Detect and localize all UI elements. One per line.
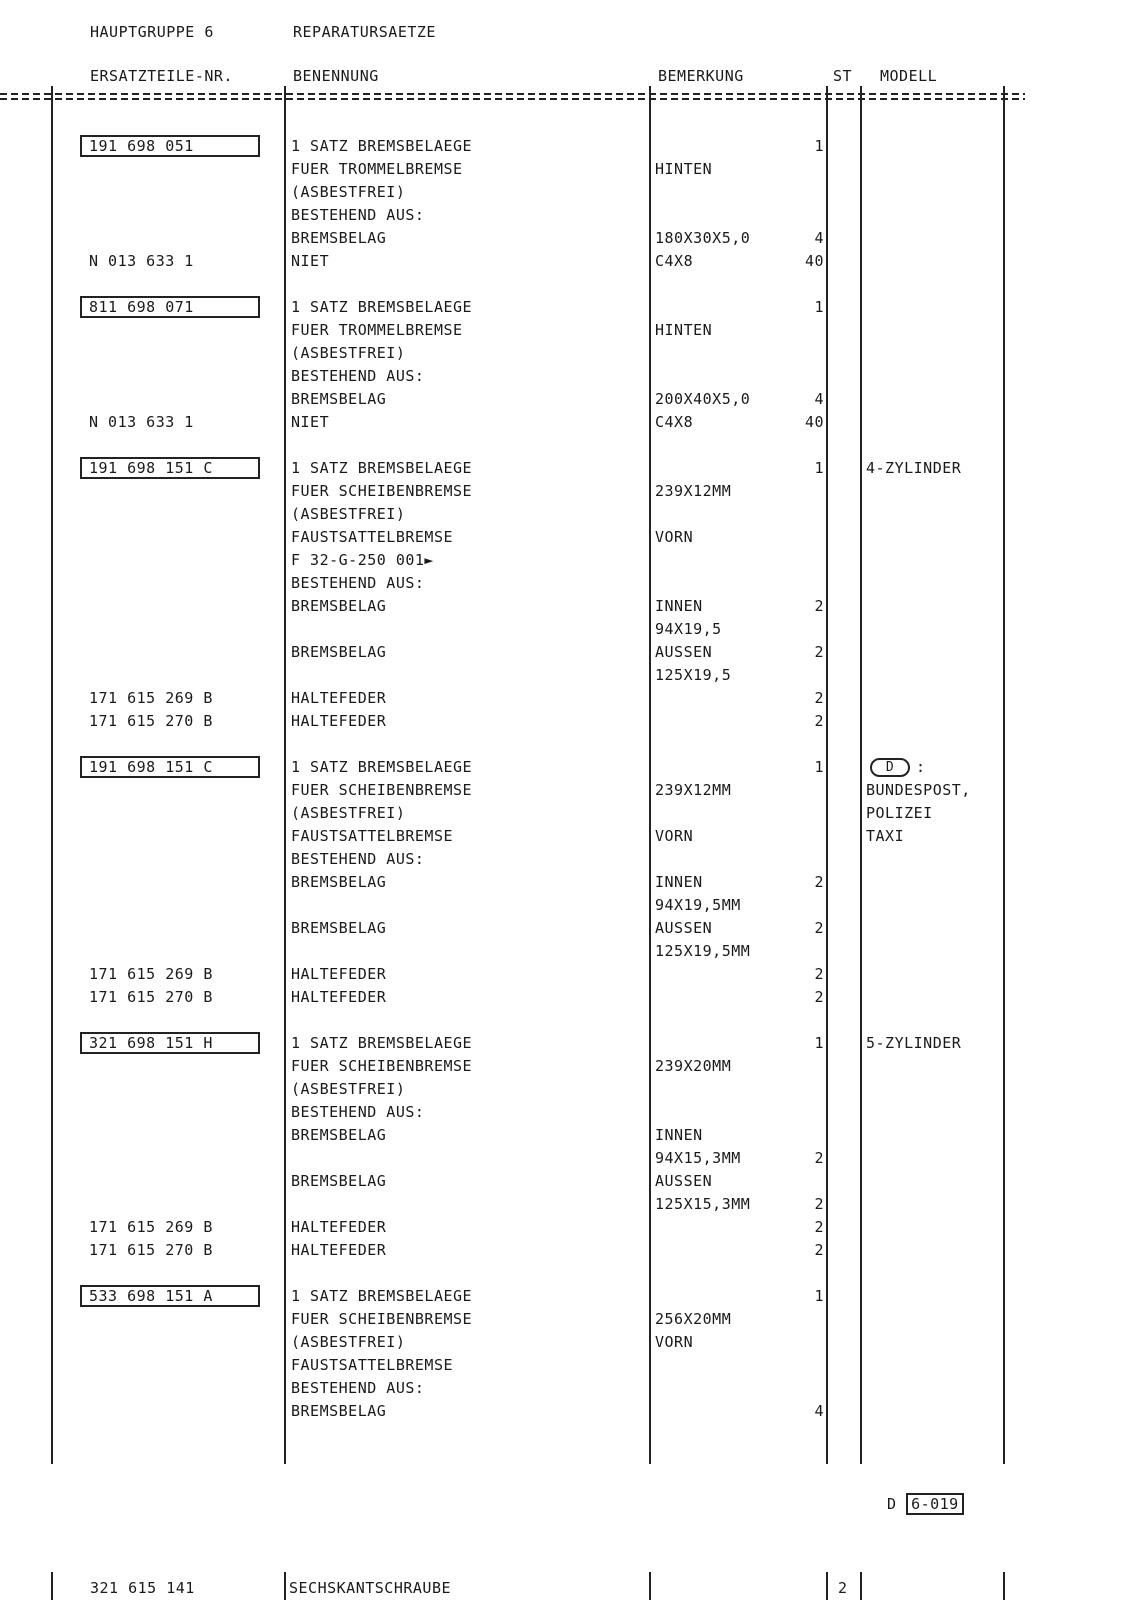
part-name: FUER SCHEIBENBREMSE xyxy=(291,482,473,500)
part-name: NIET xyxy=(291,252,330,270)
part-remark: AUSSEN xyxy=(655,919,713,937)
footer-prefix: D xyxy=(887,1495,897,1513)
part-name: BREMSBELAG xyxy=(291,1402,387,1420)
part-qty: 40 xyxy=(804,413,824,431)
col-line-remark xyxy=(649,86,651,1464)
part-remark: AUSSEN xyxy=(655,1172,713,1190)
part-model: TAXI xyxy=(866,827,905,845)
page-ref-badge: 6-019 xyxy=(906,1493,964,1515)
part-number: 191 698 051 xyxy=(89,137,194,155)
col-header-model: MODELL xyxy=(880,67,938,85)
part-remark: C4X8 xyxy=(655,413,694,431)
part-name: F 32-G-250 001► xyxy=(291,551,434,569)
part-name: HALTEFEDER xyxy=(291,988,387,1006)
part-qty: 2 xyxy=(814,643,824,661)
part-name: FAUSTSATTELBREMSE xyxy=(291,1356,454,1374)
part-number: 811 698 071 xyxy=(89,298,194,316)
part-remark: 125X19,5 xyxy=(655,666,732,684)
part-number: 321 698 151 H xyxy=(89,1034,213,1052)
next-col-line-left xyxy=(51,1572,53,1600)
col-header-name: BENENNUNG xyxy=(293,67,379,85)
part-name: BREMSBELAG xyxy=(291,390,387,408)
next-part-name: SECHSKANTSCHRAUBE xyxy=(289,1579,452,1597)
part-name: FAUSTSATTELBREMSE xyxy=(291,827,454,845)
part-name: FAUSTSATTELBREMSE xyxy=(291,528,454,546)
part-remark: 239X12MM xyxy=(655,482,732,500)
part-model: POLIZEI xyxy=(866,804,933,822)
part-name: BREMSBELAG xyxy=(291,1172,387,1190)
part-name: (ASBESTFREI) xyxy=(291,1333,406,1351)
part-name: FUER TROMMELBREMSE xyxy=(291,160,463,178)
part-name: HALTEFEDER xyxy=(291,689,387,707)
part-remark: INNEN xyxy=(655,1126,703,1144)
next-col-line-name xyxy=(284,1572,286,1600)
part-qty: 2 xyxy=(814,1218,824,1236)
col-line-left xyxy=(51,86,53,1464)
part-remark: INNEN xyxy=(655,597,703,615)
part-name: 1 SATZ BREMSBELAEGE xyxy=(291,1034,473,1052)
part-remark: 180X30X5,0 xyxy=(655,229,751,247)
part-remark: 256X20MM xyxy=(655,1310,732,1328)
part-name: BESTEHEND AUS: xyxy=(291,367,425,385)
part-number: 171 615 269 B xyxy=(89,1218,213,1236)
part-name: 1 SATZ BREMSBELAEGE xyxy=(291,1287,473,1305)
part-name: BESTEHEND AUS: xyxy=(291,206,425,224)
part-name: FUER TROMMELBREMSE xyxy=(291,321,463,339)
part-qty: 2 xyxy=(814,1195,824,1213)
part-remark: VORN xyxy=(655,528,694,546)
part-name: FUER SCHEIBENBREMSE xyxy=(291,1310,473,1328)
part-qty: 1 xyxy=(814,298,824,316)
next-part-qty: 2 xyxy=(838,1579,848,1597)
col-line-name xyxy=(284,86,286,1464)
part-remark: VORN xyxy=(655,1333,694,1351)
part-name: BREMSBELAG xyxy=(291,597,387,615)
part-remark: HINTEN xyxy=(655,321,713,339)
part-number: 171 615 270 B xyxy=(89,988,213,1006)
part-remark: 239X12MM xyxy=(655,781,732,799)
part-remark: 94X19,5 xyxy=(655,620,722,638)
part-remark: 94X15,3MM xyxy=(655,1149,741,1167)
part-qty: 2 xyxy=(814,597,824,615)
part-name: (ASBESTFREI) xyxy=(291,344,406,362)
part-number: 191 698 151 C xyxy=(89,459,213,477)
part-name: BESTEHEND AUS: xyxy=(291,850,425,868)
part-qty: 1 xyxy=(814,758,824,776)
part-name: BREMSBELAG xyxy=(291,643,387,661)
part-qty: 1 xyxy=(814,459,824,477)
part-model: : xyxy=(916,758,926,776)
group-label: HAUPTGRUPPE 6 xyxy=(90,23,214,41)
part-remark: 125X15,3MM xyxy=(655,1195,751,1213)
part-number: N 013 633 1 xyxy=(89,413,194,431)
part-remark: 200X40X5,0 xyxy=(655,390,751,408)
part-name: (ASBESTFREI) xyxy=(291,1080,406,1098)
part-remark: INNEN xyxy=(655,873,703,891)
part-name: HALTEFEDER xyxy=(291,1218,387,1236)
part-qty: 4 xyxy=(814,390,824,408)
part-qty: 1 xyxy=(814,1287,824,1305)
part-number: 171 615 270 B xyxy=(89,712,213,730)
col-header-remark: BEMERKUNG xyxy=(658,67,744,85)
part-remark: AUSSEN xyxy=(655,643,713,661)
part-remark: VORN xyxy=(655,827,694,845)
part-qty: 2 xyxy=(814,689,824,707)
part-number: 171 615 269 B xyxy=(89,689,213,707)
part-qty: 2 xyxy=(814,919,824,937)
part-name: BREMSBELAG xyxy=(291,873,387,891)
part-qty: 2 xyxy=(814,965,824,983)
col-line-right xyxy=(1003,86,1005,1464)
part-name: BESTEHEND AUS: xyxy=(291,1103,425,1121)
part-remark: 125X19,5MM xyxy=(655,942,751,960)
next-col-line-right xyxy=(1003,1572,1005,1600)
part-name: NIET xyxy=(291,413,330,431)
part-name: HALTEFEDER xyxy=(291,965,387,983)
part-name: (ASBESTFREI) xyxy=(291,804,406,822)
part-qty: 2 xyxy=(814,988,824,1006)
part-qty: 40 xyxy=(804,252,824,270)
part-number: 171 615 270 B xyxy=(89,1241,213,1259)
part-qty: 4 xyxy=(814,1402,824,1420)
part-name: BREMSBELAG xyxy=(291,1126,387,1144)
part-name: BESTEHEND AUS: xyxy=(291,1379,425,1397)
part-number: 533 698 151 A xyxy=(89,1287,213,1305)
part-qty: 1 xyxy=(814,137,824,155)
part-qty: 1 xyxy=(814,1034,824,1052)
part-qty: 2 xyxy=(814,712,824,730)
model-market-badge: D xyxy=(870,758,910,777)
part-remark: HINTEN xyxy=(655,160,713,178)
part-name: 1 SATZ BREMSBELAEGE xyxy=(291,758,473,776)
next-col-line-qty xyxy=(826,1572,828,1600)
page-footer xyxy=(887,1494,964,1514)
part-name: (ASBESTFREI) xyxy=(291,505,406,523)
part-qty: 2 xyxy=(814,1149,824,1167)
part-name: 1 SATZ BREMSBELAEGE xyxy=(291,459,473,477)
part-qty: 4 xyxy=(814,229,824,247)
part-qty: 2 xyxy=(814,873,824,891)
part-name: FUER SCHEIBENBREMSE xyxy=(291,1057,473,1075)
part-name: 1 SATZ BREMSBELAEGE xyxy=(291,137,473,155)
part-name: HALTEFEDER xyxy=(291,1241,387,1259)
col-header-qty: ST xyxy=(833,67,853,85)
part-name: BREMSBELAG xyxy=(291,229,387,247)
col-line-model xyxy=(860,86,862,1464)
part-model: 5-ZYLINDER xyxy=(866,1034,962,1052)
part-number: N 013 633 1 xyxy=(89,252,194,270)
part-name: 1 SATZ BREMSBELAEGE xyxy=(291,298,473,316)
part-remark: C4X8 xyxy=(655,252,694,270)
part-name: BREMSBELAG xyxy=(291,919,387,937)
part-number: 191 698 151 C xyxy=(89,758,213,776)
group-title: REPARATURSAETZE xyxy=(293,23,436,41)
header-separator xyxy=(0,93,1025,101)
part-model: BUNDESPOST, xyxy=(866,781,971,799)
col-header-part-no: ERSATZTEILE-NR. xyxy=(90,67,233,85)
next-part-number: 321 615 141 xyxy=(90,1579,195,1597)
part-name: FUER SCHEIBENBREMSE xyxy=(291,781,473,799)
part-remark: 239X20MM xyxy=(655,1057,732,1075)
part-model: 4-ZYLINDER xyxy=(866,459,962,477)
next-col-line-remark xyxy=(649,1572,651,1600)
part-qty: 2 xyxy=(814,1241,824,1259)
next-col-line-model xyxy=(860,1572,862,1600)
col-line-qty xyxy=(826,86,828,1464)
part-name: HALTEFEDER xyxy=(291,712,387,730)
part-name: (ASBESTFREI) xyxy=(291,183,406,201)
part-number: 171 615 269 B xyxy=(89,965,213,983)
part-remark: 94X19,5MM xyxy=(655,896,741,914)
part-name: BESTEHEND AUS: xyxy=(291,574,425,592)
